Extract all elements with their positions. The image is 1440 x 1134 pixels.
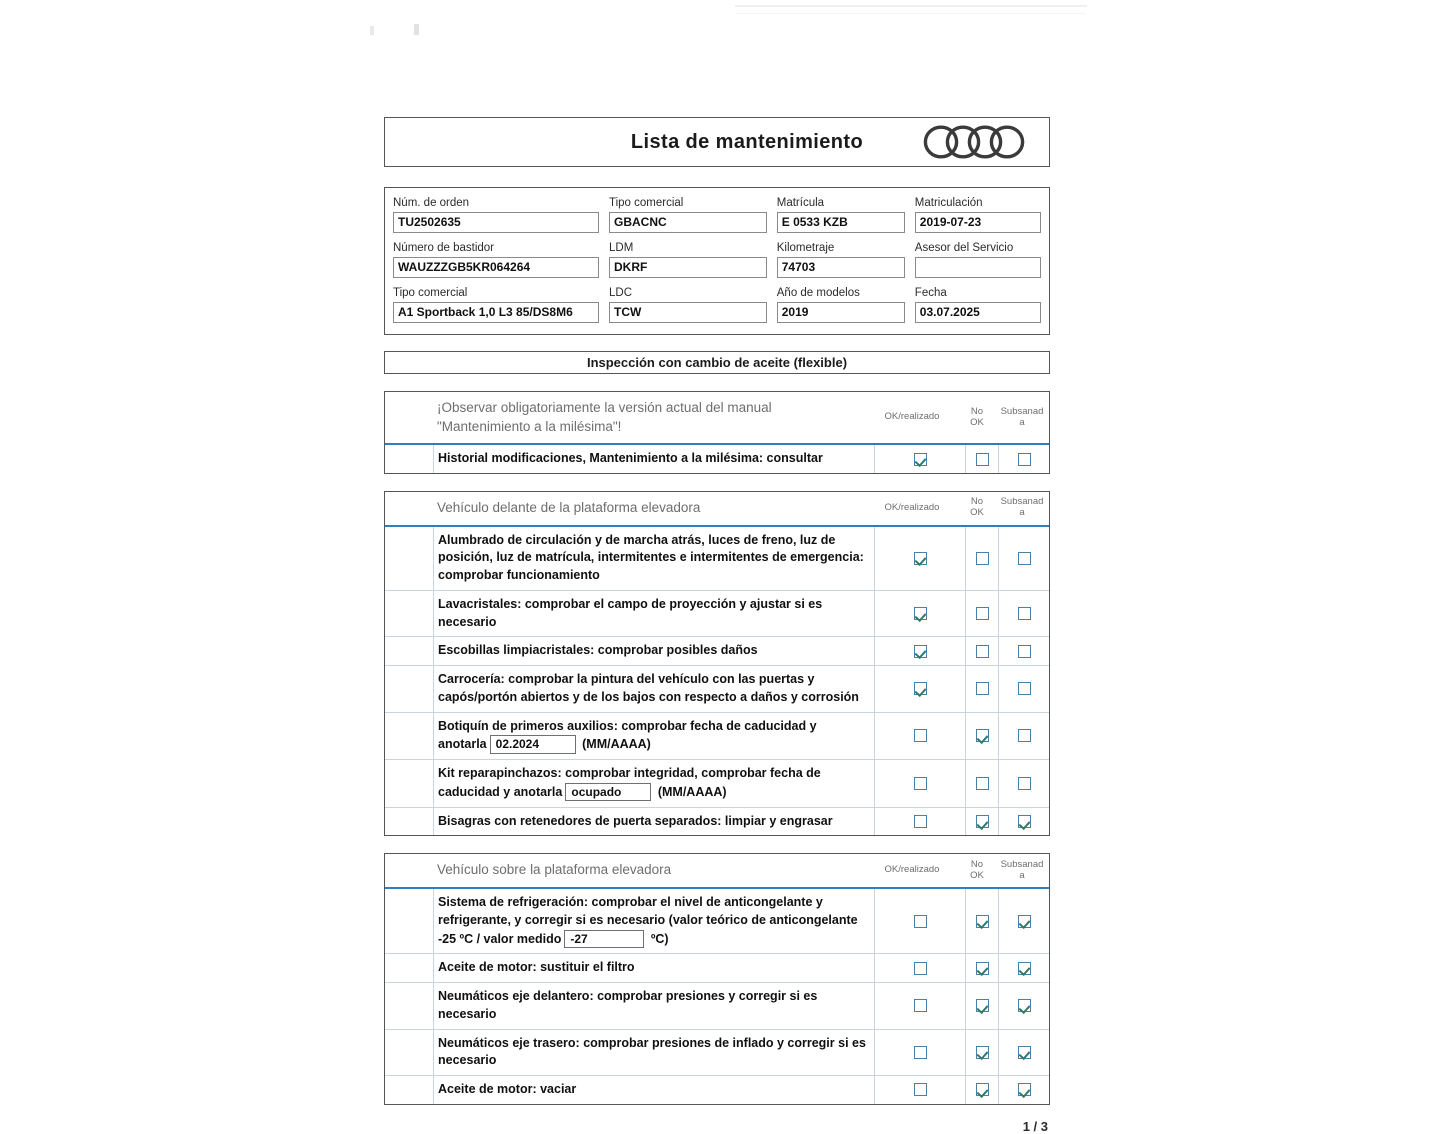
section-title: Vehículo delante de la plataforma elevadora (437, 500, 701, 515)
task-description (434, 527, 875, 590)
field-value[interactable]: WAUZZZGB5KR064264 (393, 257, 599, 278)
audi-rings-logo (923, 125, 1037, 159)
checkbox-no-ok-cell[interactable] (966, 713, 999, 760)
field-value[interactable] (915, 257, 1041, 278)
column-header-subsanada: Subsanad a (1000, 496, 1044, 519)
checkbox-subsanada-cell[interactable] (999, 889, 1049, 953)
task-description (434, 808, 875, 836)
section-header (385, 854, 1049, 889)
task-description (434, 1030, 875, 1076)
field-tipo-comercial-code (609, 197, 777, 233)
checkbox-no-ok[interactable] (976, 645, 989, 658)
checkbox-ok-cell[interactable] (875, 445, 966, 473)
task-text: Kit reparapinchazos: comprobar integridad, comprobar fecha de caducidad y anotarla (438, 766, 821, 799)
inline-value-input[interactable]: -27 (564, 930, 644, 948)
vehicle-info-panel (384, 187, 1050, 335)
checkbox-subsanada[interactable] (1018, 1083, 1031, 1096)
checkbox-ok-cell[interactable] (875, 760, 966, 807)
checkbox-no-ok[interactable] (976, 729, 989, 742)
checkbox-no-ok-cell[interactable] (966, 983, 999, 1029)
field-value[interactable]: TU2502635 (393, 212, 599, 233)
checklist-row (385, 954, 1049, 983)
checkbox-no-ok-cell[interactable] (966, 1076, 999, 1104)
row-gutter (385, 889, 434, 953)
checkbox-subsanada-cell[interactable] (999, 527, 1049, 590)
checklist-row (385, 666, 1049, 713)
checkbox-ok-cell[interactable] (875, 889, 966, 953)
checkbox-ok[interactable] (914, 915, 927, 928)
row-gutter (385, 983, 434, 1029)
field-matricula (777, 197, 915, 233)
inspection-type-banner: Inspección con cambio de aceite (flexible) (384, 351, 1050, 374)
row-gutter (385, 591, 434, 637)
checkbox-subsanada-cell[interactable] (999, 1076, 1049, 1104)
checkbox-no-ok-cell[interactable] (966, 1030, 999, 1076)
checkbox-subsanada-cell[interactable] (999, 445, 1049, 473)
checkbox-subsanada[interactable] (1018, 999, 1031, 1012)
task-text: Sistema de refrigeración: comprobar el nivel de anticongelante y refrigerante, y corregir si es necesario (valor teórico de anticongelante -25 ºC / valor medido (438, 895, 858, 946)
row-gutter (385, 713, 434, 760)
row-gutter (385, 666, 434, 712)
column-header-no-ok: No OK (970, 858, 984, 881)
checkbox-subsanada[interactable] (1018, 729, 1031, 742)
checkbox-ok-cell[interactable] (875, 591, 966, 637)
field-matriculacion (915, 197, 1041, 233)
checkbox-no-ok-cell[interactable] (966, 889, 999, 953)
task-text: ºC) (647, 931, 669, 946)
task-description (434, 637, 875, 665)
field-ldc (609, 287, 777, 323)
section-gutter (385, 392, 433, 443)
checkbox-no-ok[interactable] (976, 777, 989, 790)
field-label: Tipo comercial (609, 197, 684, 209)
checkbox-subsanada[interactable] (1018, 552, 1031, 565)
field-value[interactable]: E 0533 KZB (777, 212, 905, 233)
checkbox-ok[interactable] (914, 552, 927, 565)
checkbox-no-ok-cell[interactable] (966, 954, 999, 982)
field-num-de-orden (393, 197, 609, 233)
field-value[interactable]: 2019-07-23 (915, 212, 1041, 233)
checkbox-no-ok-cell[interactable] (966, 637, 999, 665)
page-title: Lista de mantenimiento (630, 130, 864, 153)
field-value[interactable]: GBACNC (609, 212, 767, 233)
field-numero-de-bastidor (393, 242, 609, 278)
task-description (434, 954, 875, 982)
checklist-section (384, 391, 1050, 474)
task-text: Aceite de motor: sustituir el filtro (438, 960, 635, 975)
task-text: Botiquín de primeros auxilios: comprobar fecha de caducidad y anotarla (438, 718, 817, 752)
checkbox-ok[interactable] (914, 607, 927, 620)
task-text: Historial modificaciones, Mantenimiento a la milésima: consultar (438, 451, 823, 466)
column-header-ok: OK/realizado (884, 501, 940, 513)
row-gutter (385, 1030, 434, 1076)
task-text: Carrocería: comprobar la pintura del vehículo con las puertas y capós/portón abiertos y de los bajos con respecto a daños y corrosión (438, 672, 859, 704)
checkbox-subsanada-cell[interactable] (999, 666, 1049, 712)
checkbox-subsanada[interactable] (1018, 682, 1031, 695)
checklist-row (385, 713, 1049, 761)
checkbox-no-ok[interactable] (976, 962, 989, 975)
checkbox-no-ok-cell[interactable] (966, 591, 999, 637)
checkbox-no-ok[interactable] (976, 682, 989, 695)
checklist-row (385, 760, 1049, 808)
task-description (434, 666, 875, 712)
checkbox-ok-cell[interactable] (875, 954, 966, 982)
checkbox-subsanada-cell[interactable] (999, 808, 1049, 836)
field-label: Kilometraje (776, 242, 835, 254)
field-label: Fecha (914, 287, 947, 299)
task-text: (MM/AAAA) (578, 737, 651, 752)
checklist-row (385, 1076, 1049, 1104)
checklist-row (385, 445, 1049, 473)
row-gutter (385, 760, 434, 807)
field-label: Asesor del Servicio (914, 242, 1014, 254)
column-header-no-ok: No OK (970, 496, 984, 519)
checkbox-ok[interactable] (914, 682, 927, 695)
checkbox-no-ok[interactable] (976, 999, 989, 1012)
section-gutter (385, 492, 433, 525)
section-header (385, 392, 1049, 445)
checkbox-ok-cell[interactable] (875, 983, 966, 1029)
checklist-row (385, 591, 1049, 638)
task-description (434, 445, 875, 473)
checkbox-ok-cell[interactable] (875, 1030, 966, 1076)
column-header-no-ok: No OK (970, 405, 984, 428)
task-text: Neumáticos eje trasero: comprobar presiones de inflado y corregir si es necesario (438, 1035, 866, 1068)
checkbox-subsanada[interactable] (1018, 777, 1031, 790)
checkbox-subsanada[interactable] (1018, 453, 1031, 466)
row-gutter (385, 527, 434, 590)
field-label: LDM (609, 242, 634, 254)
checkbox-subsanada[interactable] (1018, 645, 1031, 658)
task-text: Aceite de motor: vaciar (438, 1082, 577, 1096)
field-value[interactable]: 03.07.2025 (915, 302, 1041, 323)
section-title: Vehículo sobre la plataforma elevadora (437, 862, 672, 878)
field-tipo-comercial-model (393, 287, 609, 323)
checkbox-subsanada[interactable] (1018, 815, 1031, 828)
checkbox-subsanada[interactable] (1018, 607, 1031, 620)
info-row (393, 242, 1041, 278)
checkbox-no-ok-cell[interactable] (966, 760, 999, 807)
checkbox-ok[interactable] (914, 1083, 927, 1096)
field-label: Año de modelos (776, 287, 860, 299)
checklist-row (385, 637, 1049, 666)
task-text: (MM/AAAA) (654, 784, 727, 799)
page-number: 1 / 3 (1022, 1118, 1048, 1134)
info-row (393, 287, 1041, 323)
checkbox-ok[interactable] (914, 1046, 927, 1059)
checklist-row (385, 1030, 1049, 1077)
checkbox-subsanada-cell[interactable] (999, 983, 1049, 1029)
field-value[interactable]: 2019 (777, 302, 905, 323)
row-gutter (385, 445, 434, 473)
checkbox-no-ok-cell[interactable] (966, 527, 999, 590)
checkbox-ok[interactable] (914, 777, 927, 790)
checkbox-ok[interactable] (914, 453, 927, 466)
checkbox-subsanada[interactable] (1018, 962, 1031, 975)
checkbox-ok-cell[interactable] (875, 637, 966, 665)
field-label: Número de bastidor (393, 242, 494, 254)
maintenance-checklist-page (384, 0, 1050, 1134)
checkbox-subsanada[interactable] (1018, 915, 1031, 928)
checkbox-subsanada-cell[interactable] (999, 713, 1049, 760)
field-value[interactable]: 74703 (777, 257, 905, 278)
task-text: Lavacristales: comprobar el campo de proyección y ajustar si es necesario (438, 596, 823, 629)
task-description (434, 591, 875, 637)
checkbox-ok-cell[interactable] (875, 666, 966, 712)
checkbox-no-ok-cell[interactable] (966, 666, 999, 712)
checklist-section (384, 491, 1050, 836)
checkbox-no-ok[interactable] (976, 1046, 989, 1059)
field-label: LDC (609, 287, 633, 299)
checkbox-subsanada-cell[interactable] (999, 1030, 1049, 1076)
document-title-bar (384, 117, 1050, 167)
checklist-row (385, 889, 1049, 954)
scan-artifact (370, 26, 374, 35)
field-label: Matrícula (776, 197, 825, 209)
field-label: Matriculación (914, 197, 983, 209)
field-value[interactable]: TCW (609, 302, 767, 323)
task-description (434, 760, 875, 807)
field-ldm (609, 242, 777, 278)
checkbox-ok[interactable] (914, 645, 927, 658)
checkbox-subsanada-cell[interactable] (999, 637, 1049, 665)
checkbox-no-ok-cell[interactable] (966, 808, 999, 836)
column-header-ok: OK/realizado (884, 864, 940, 876)
field-fecha (915, 287, 1041, 323)
task-description (434, 1076, 875, 1104)
checkbox-ok-cell[interactable] (875, 1076, 966, 1104)
row-gutter (385, 808, 434, 836)
checkbox-ok[interactable] (914, 729, 927, 742)
checkbox-subsanada[interactable] (1018, 1046, 1031, 1059)
inline-value-input[interactable]: 02.2024 (490, 735, 576, 753)
task-description (434, 889, 875, 953)
field-kilometraje (777, 242, 915, 278)
task-description (434, 713, 875, 760)
section-gutter (385, 854, 433, 887)
inline-value-input[interactable]: ocupado (565, 783, 651, 801)
field-value[interactable]: A1 Sportback 1,0 L3 85/DS8M6 (393, 302, 599, 323)
checkbox-ok-cell[interactable] (875, 808, 966, 836)
task-text: Neumáticos eje delantero: comprobar presiones y corregir si es necesario (438, 989, 818, 1021)
task-text: Bisagras con retenedores de puerta separados: limpiar y engrasar (438, 813, 833, 828)
checklist-sections (384, 391, 1050, 1105)
checkbox-subsanada-cell[interactable] (999, 760, 1049, 807)
task-text: Alumbrado de circulación y de marcha atrás, luces de freno, luz de posición, luz de matrícula, intermitentes e intermitentes de emergencia: comprobar funcionamiento (438, 532, 864, 583)
checkbox-no-ok[interactable] (976, 607, 989, 620)
row-gutter (385, 954, 434, 982)
checklist-row (385, 983, 1049, 1030)
checklist-row (385, 808, 1049, 836)
checkbox-subsanada-cell[interactable] (999, 591, 1049, 637)
checkbox-ok-cell[interactable] (875, 713, 966, 760)
field-ano-de-modelos (777, 287, 915, 323)
field-asesor-del-servicio (915, 242, 1041, 278)
field-label: Tipo comercial (393, 287, 468, 299)
task-description (434, 983, 875, 1029)
field-label: Núm. de orden (393, 197, 470, 209)
checkbox-subsanada-cell[interactable] (999, 954, 1049, 982)
row-gutter (385, 1076, 434, 1104)
info-row (393, 197, 1041, 233)
checkbox-no-ok-cell[interactable] (966, 445, 999, 473)
checkbox-ok[interactable] (914, 962, 927, 975)
checkbox-no-ok[interactable] (976, 915, 989, 928)
column-header-subsanada: Subsanad a (1000, 405, 1044, 428)
row-gutter (385, 637, 434, 665)
checklist-section (384, 853, 1050, 1104)
column-header-subsanada: Subsanad a (1000, 858, 1044, 881)
checkbox-ok[interactable] (914, 815, 927, 828)
section-title: ¡Observar obligatoriamente la versión actual del manual "Mantenimiento a la milésima"! (437, 400, 772, 434)
task-text: Escobillas limpiacristales: comprobar posibles daños (438, 643, 758, 658)
checkbox-no-ok[interactable] (976, 552, 989, 565)
checkbox-no-ok[interactable] (976, 1083, 989, 1096)
column-header-ok: OK/realizado (884, 411, 940, 423)
checkbox-ok[interactable] (914, 999, 927, 1012)
checkbox-no-ok[interactable] (976, 453, 989, 466)
checkbox-ok-cell[interactable] (875, 527, 966, 590)
checkbox-no-ok[interactable] (976, 815, 989, 828)
section-header (385, 492, 1049, 527)
field-value[interactable]: DKRF (609, 257, 767, 278)
checklist-row (385, 527, 1049, 591)
